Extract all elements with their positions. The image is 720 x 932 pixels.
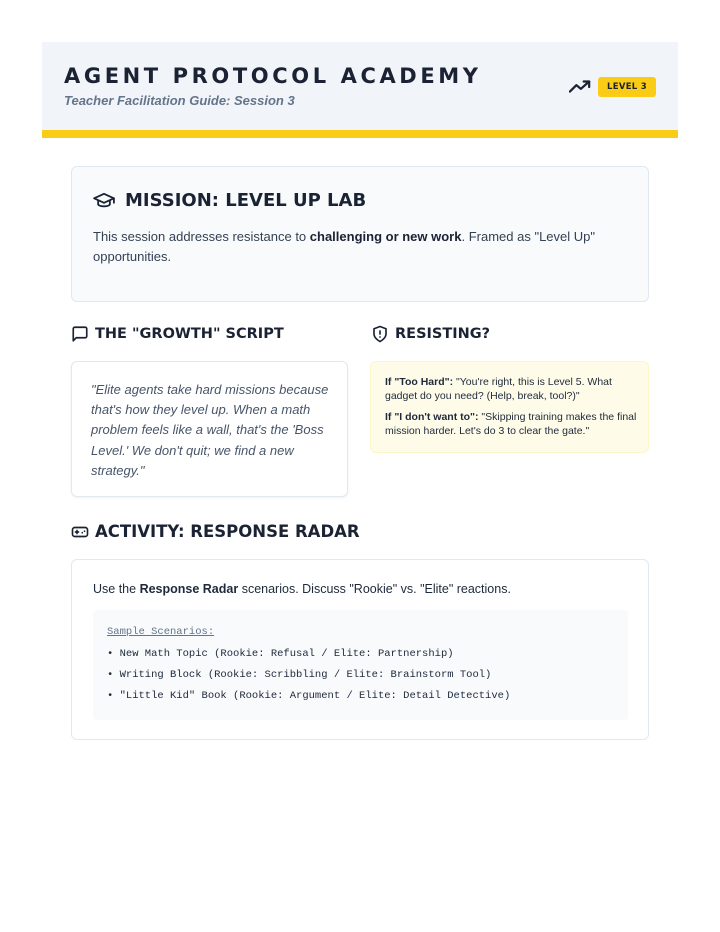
activity-card [71, 559, 649, 740]
scenario-item: • "Little Kid" Book (Rookie: Argument / Elite: Detail Detective) [107, 690, 511, 702]
level-badge: LEVEL 3 [598, 77, 656, 97]
activity-heading [71, 522, 360, 541]
resisting-list [385, 375, 637, 438]
page-header [42, 42, 678, 138]
scenarios-label: Sample Scenarios: [107, 626, 215, 638]
resisting-title: RESISTING? [395, 326, 491, 342]
page-title: AGENT PROTOCOL ACADEMY [64, 64, 482, 88]
mission-emphasis: challenging or new work [309, 229, 462, 244]
activity-intro: Use the Response Radar scenarios. Discuss "Rookie" vs. "Elite" reactions. [93, 582, 511, 596]
shield-alert-icon [371, 325, 389, 343]
gamepad-icon [71, 523, 89, 541]
page-subtitle: Teacher Facilitation Guide: Session 3 [64, 93, 295, 108]
growth-script-card [71, 361, 348, 497]
scenario-item: • New Math Topic (Rookie: Refusal / Elite: Partnership) [107, 648, 454, 660]
message-square-icon [71, 325, 89, 343]
mission-card [71, 166, 649, 302]
resisting-card [370, 361, 649, 453]
mission-title: MISSION: LEVEL UP LAB [125, 190, 367, 211]
growth-script-heading [71, 325, 284, 343]
resisting-heading [371, 325, 490, 343]
activity-emphasis: Response Radar [139, 582, 239, 596]
scenarios-box [93, 610, 628, 720]
growth-script-title: THE "GROWTH" SCRIPT [95, 326, 284, 342]
resisting-item: If "Too Hard": "You're right, this is Level 5. What gadget do you need? (Help, break, tool?)" [385, 376, 612, 402]
scenario-item: • Writing Block (Rookie: Scribbling / Elite: Brainstorm Tool) [107, 669, 492, 681]
growth-script-quote: "Elite agents take hard missions because that's how they level up. When a math problem feels like a wall, that's the 'Boss Level.' We don't quit; we find a new strategy." [91, 382, 329, 478]
activity-title: ACTIVITY: RESPONSE RADAR [95, 522, 360, 541]
resisting-item: If "I don't want to": "Skipping training makes the final mission harder. Let's do 3 to clear the gate." [385, 411, 637, 437]
mission-description: This session addresses resistance to challenging or new work. Framed as "Level Up" opportunities. [93, 229, 595, 264]
trending-up-icon [569, 79, 591, 95]
graduation-cap-icon [93, 192, 115, 210]
